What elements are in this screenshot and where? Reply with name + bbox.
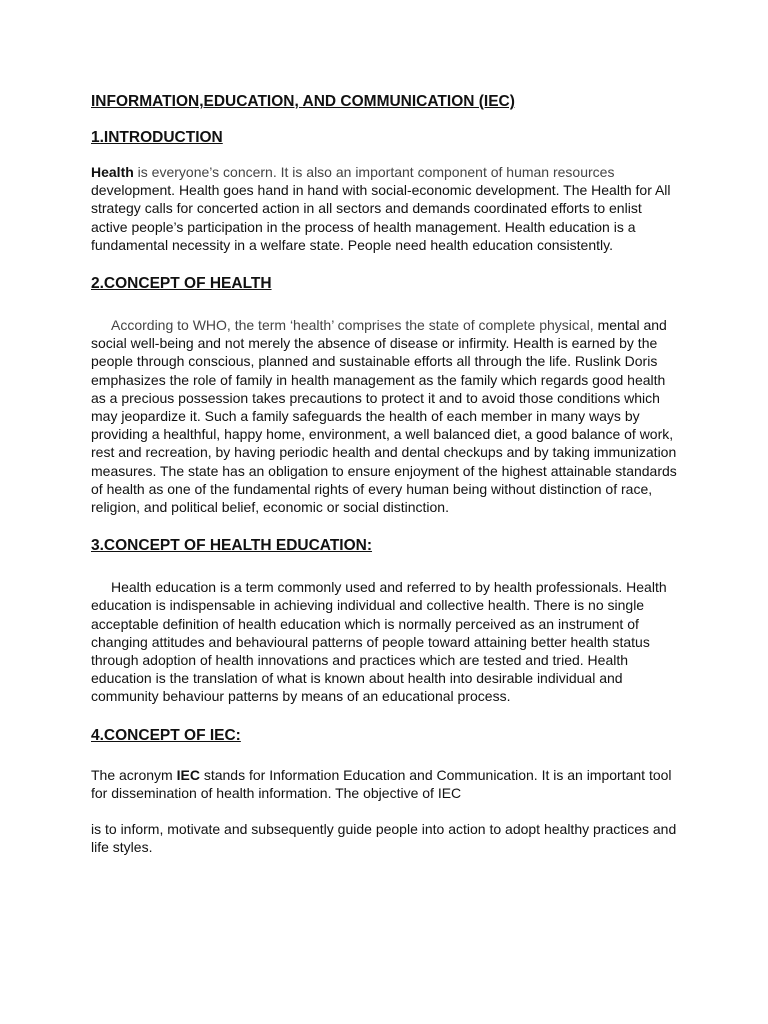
document-body xyxy=(91,92,681,856)
section-heading-concept-of-health: 2.CONCEPT OF HEALTH xyxy=(91,275,272,293)
section-paragraph-concept-of-health xyxy=(91,316,681,516)
paragraph-lead-text: According to WHO, the term ‘health’ comprises the state of complete physical, xyxy=(111,317,594,334)
section-paragraph-iec-objective: is to inform, motivate and subsequently guide people into action to adopt healthy practices and life styles. xyxy=(91,821,677,856)
paragraph-lead-text: is everyone’s concern. It is also an important component of human resources xyxy=(133,164,615,180)
paragraph-pre-text: The acronym xyxy=(91,766,177,783)
section-paragraph-introduction xyxy=(91,163,681,254)
paragraph-rest-text: development. Health goes hand in hand with social-economic development. The Health for All strategy calls for concerted action in all sectors and demands coordinated efforts to enlist active people’s participation in the process of health management. Health education is a fundamental necessity in a welfare state. People need health education consistently. xyxy=(91,182,671,253)
section-heading-introduction: 1.INTRODUCTION xyxy=(91,129,223,146)
section-heading-concept-of-iec: 4.CONCEPT OF IEC: xyxy=(91,726,241,744)
section-heading-concept-of-health-education: 3.CONCEPT OF HEALTH EDUCATION: xyxy=(91,537,373,555)
bold-acronym: IEC xyxy=(176,766,200,783)
section-paragraph-concept-of-iec xyxy=(91,766,681,802)
paragraph-rest-text: mental and social well-being and not merely the absence of disease or infirmity. Health is earned by the people through conscious, planned and sustainable efforts all through the life. Ruslink Doris emphasizes the role of family in health management as the family which regards good health as a precious possession takes precautions to protect it and to avoid those conditions which may jeopardize it. Such a family safeguards the health of each member in many ways by providing a healthful, happy home, environment, a well balanced diet, a good balance of work, rest and recreation, by having periodic health and dental checkups and by taking immunization measures. The state has an obligation to ensure enjoyment of the highest attainable standards of health as one of the fundamental rights of every human being without distinction of race, religion, and political belief, economic or social distinction. xyxy=(91,317,677,516)
bold-lead-word: Health xyxy=(91,164,134,180)
section-paragraph-concept-of-health-education: Health education is a term commonly used and referred to by health professionals. Health education is indispensable in achieving individual and collective health. There is no single acceptable definition of health education which is normally perceived as an instrument of changing attitudes and behavioural patterns of people toward attaining better health status through adoption of health innovations and practices which are tested and tried. Health education is the translation of what is known about health into desirable individual and community behaviour patterns by means of an educational process. xyxy=(91,579,667,705)
document-title: INFORMATION,EDUCATION, AND COMMUNICATION (IEC) xyxy=(91,93,515,110)
paragraph-post-text: stands for Information Education and Communication. It is an important tool for dissemination of health information. The objective of IEC xyxy=(91,766,672,801)
